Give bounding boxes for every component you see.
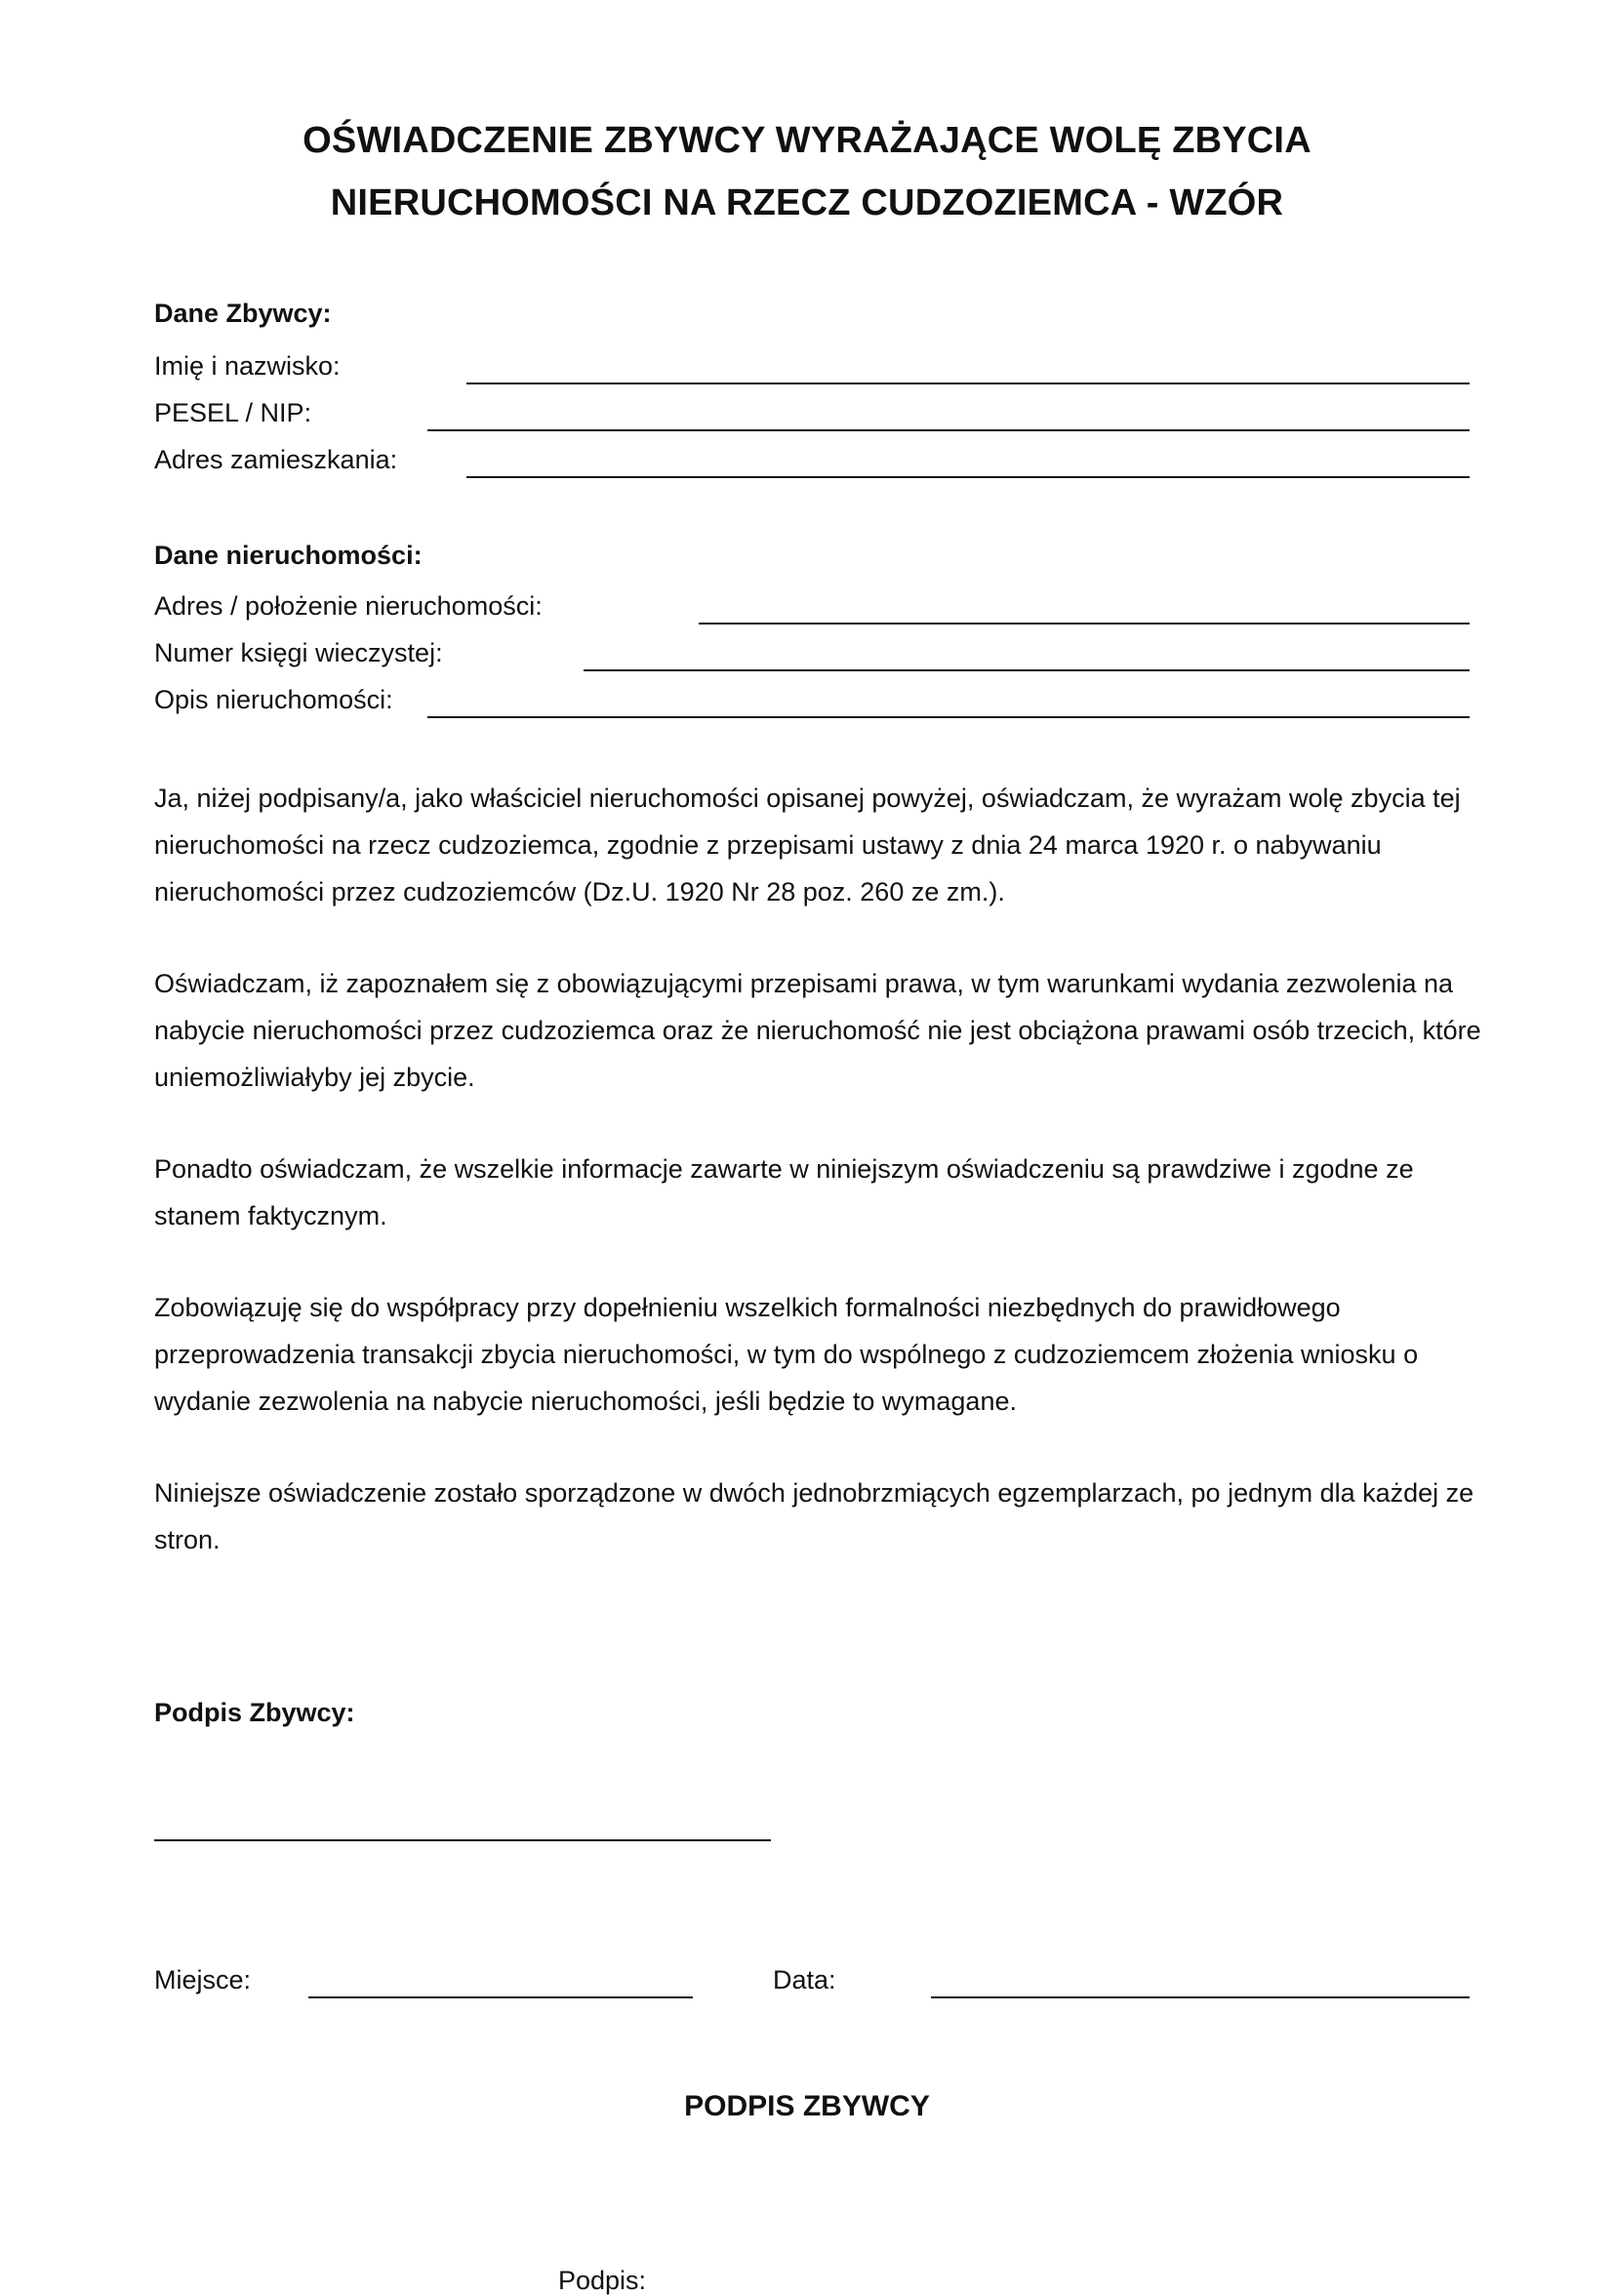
seller-pesel-label: PESEL / NIP: bbox=[154, 398, 312, 427]
title-line-2: NIERUCHOMOŚCI NA RZECZ CUDZOZIEMCA - WZÓR bbox=[330, 182, 1284, 223]
place-line[interactable] bbox=[308, 1996, 693, 1998]
property-description-field[interactable] bbox=[154, 681, 1470, 724]
seller-pesel-line[interactable] bbox=[427, 429, 1470, 431]
property-description-label: Opis nieruchomości: bbox=[154, 685, 393, 714]
document-title bbox=[0, 109, 1614, 234]
signature-line[interactable] bbox=[154, 1839, 771, 1841]
declaration-paragraph: Ponadto oświadczam, że wszelkie informacje zawarte w niniejszym oświadczeniu są prawdziwe i zgodne ze stanem faktycznym. bbox=[154, 1154, 1414, 1230]
declaration-paragraph: Niniejsze oświadczenie zostało sporządzone w dwóch jednobrzmiących egzemplarzach, po jednym dla każdej ze stron. bbox=[154, 1478, 1474, 1554]
property-location-line[interactable] bbox=[699, 623, 1470, 624]
property-land-register-line[interactable] bbox=[584, 669, 1470, 671]
seller-name-line[interactable] bbox=[466, 383, 1470, 384]
declaration-paragraph: Zobowiązuję się do współpracy przy dopełnieniu wszelkich formalności niezbędnych do prawidłowego przeprowadzenia transakcji zbycia nieruchomości, w tym do wspólnego z cudzoziemcem złożenia wniosku o wydanie zezwolenia na nabycie nieruchomości, jeśli będzie to wymagane. bbox=[154, 1293, 1419, 1416]
signature-caption: PODPIS ZBYWCY bbox=[684, 2090, 930, 2122]
signature-heading: Podpis Zbywcy: bbox=[154, 1698, 355, 1727]
property-land-register-field[interactable] bbox=[154, 634, 1470, 677]
seller-name-field[interactable] bbox=[154, 347, 1470, 390]
seller-address-field[interactable] bbox=[154, 441, 1470, 484]
property-location-field[interactable] bbox=[154, 587, 1470, 630]
declaration-paragraph: Ja, niżej podpisany/a, jako właściciel nieruchomości opisanej powyżej, oświadczam, że wyrażam wolę zbycia tej nieruchomości na rzecz cudzoziemca, zgodnie z przepisami ustawy z dnia 24 marca 1920 r. o nabywaniu nieruchomości przez cudzoziemców (Dz.U. 1920 Nr 28 poz. 260 ze zm.). bbox=[154, 784, 1461, 906]
date-label: Data: bbox=[773, 1965, 836, 1994]
date-line[interactable] bbox=[931, 1996, 1470, 1998]
property-land-register-label: Numer księgi wieczystej: bbox=[154, 638, 443, 667]
bottom-signature-label: Podpis: bbox=[558, 2266, 647, 2295]
property-location-label: Adres / położenie nieruchomości: bbox=[154, 591, 543, 621]
property-description-line[interactable] bbox=[427, 716, 1470, 718]
property-heading: Dane nieruchomości: bbox=[154, 541, 423, 570]
seller-address-label: Adres zamieszkania: bbox=[154, 445, 398, 474]
title-line-1: OŚWIADCZENIE ZBYWCY WYRAŻAJĄCE WOLĘ ZBYCIA bbox=[303, 120, 1311, 161]
seller-name-label: Imię i nazwisko: bbox=[154, 351, 341, 381]
place-label: Miejsce: bbox=[154, 1965, 252, 1994]
seller-pesel-field[interactable] bbox=[154, 394, 1470, 437]
seller-address-line[interactable] bbox=[466, 476, 1470, 478]
declaration-paragraph: Oświadczam, iż zapoznałem się z obowiązującymi przepisami prawa, w tym warunkami wydania zezwolenia na nabycie nieruchomości przez cudzoziemca oraz że nieruchomość nie jest obciążona prawami osób trzecich, które uniemożliwiałyby jej zbycie. bbox=[154, 969, 1481, 1092]
seller-heading: Dane Zbywcy: bbox=[154, 299, 332, 328]
